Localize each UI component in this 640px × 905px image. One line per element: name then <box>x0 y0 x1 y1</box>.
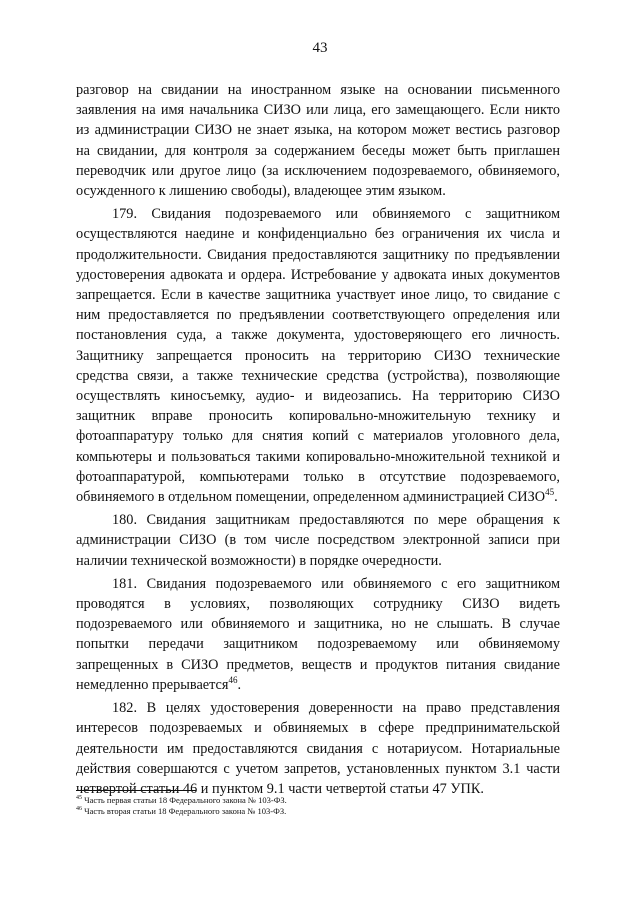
footnote-ref-46[interactable]: 46 <box>228 675 238 686</box>
paragraph-continuation: разговор на свидании на иностранном языке на основании письменного заявления на имя начальника СИЗО или лица, его замещающего. Если никто из администрации СИЗО не знает языка, на котором может вестись разговор на свидании, для контроля за содержанием беседы может быть приглашен переводчик или другое лицо (за исключением подозреваемого, обвиняемого, осужденного к лишению свободы), владеющее этим языком. <box>76 82 560 200</box>
footnote-46 <box>76 806 560 817</box>
footnote-text: Часть вторая статьи 18 Федерального закона № 103-ФЗ. <box>84 806 287 816</box>
paragraph-180: 180. Свидания защитникам предоставляются по мере обращения к администрации СИЗО (в том числе посредством электронной записи при наличии технической возможности) в порядке очередности. <box>76 512 560 569</box>
page-number: 43 <box>312 40 328 56</box>
footnote-ref-45[interactable]: 45 <box>545 487 555 498</box>
paragraph-181: 181. Свидания подозреваемого или обвиняемого с его защитником проводятся в условиях, позволяющих сотруднику СИЗО видеть подозреваемого или обвиняемого и защитника, но не слышать. В случае попытки передачи защитником подозреваемому или обвиняемому запрещенных в СИЗО предметов, веществ и продуктов питания свидание немедленно прерывается$^{46}$. <box>76 575 560 693</box>
footnotes <box>76 795 560 817</box>
footnote-divider <box>76 790 196 791</box>
paragraph-179: 179. Свидания подозреваемого или обвиняемого с защитником осуществляются наедине и конфиденциально без ограничения их числа и продолжительности. Свидания предоставляются защитнику по предъявлении удостоверения адвоката и ордера. Истребование у адвоката иных документов запрещается. Если в качестве защитника участвует иное лицо, то свидание с ним предоставляется по предъявлении соответствующего определения или постановления суда, а также документа, удостоверяющего его личность. Защитнику запрещается проносить на территорию СИЗО технические средства связи, а также технические средства (устройства), позволяющие осуществлять киносъемку, аудио- и видеозапись. На территорию СИЗО защитник вправе проносить копировально-множительную технику и фотоаппаратуру только для снятия копий с материалов уголовного дела, компьютеры и пользоваться такими копировально-множительной техникой и фотоаппаратурой, компьютерами только в отсутствие подозреваемого, обвиняемого в отдельном помещении, определенном администрацией СИЗО$^{45}$. <box>76 206 560 506</box>
footnote-mark: 46 <box>76 806 82 813</box>
footnote-text: Часть первая статьи 18 Федерального закона № 103-ФЗ. <box>84 795 287 805</box>
footnote-mark: 45 <box>76 795 82 802</box>
footnote-45 <box>76 795 560 806</box>
paragraph-182: 182. В целях удостоверения доверенности на право представления интересов подозреваемых и обвиняемых в сфере предпринимательской деятельности им предоставляются свидания с нотариусом. Нотариальные действия совершаются с учетом запретов, установленных пунктом 3.1 части четвертой статьи 46 и пунктом 9.1 части четвертой статьи 47 УПК. <box>76 700 560 797</box>
